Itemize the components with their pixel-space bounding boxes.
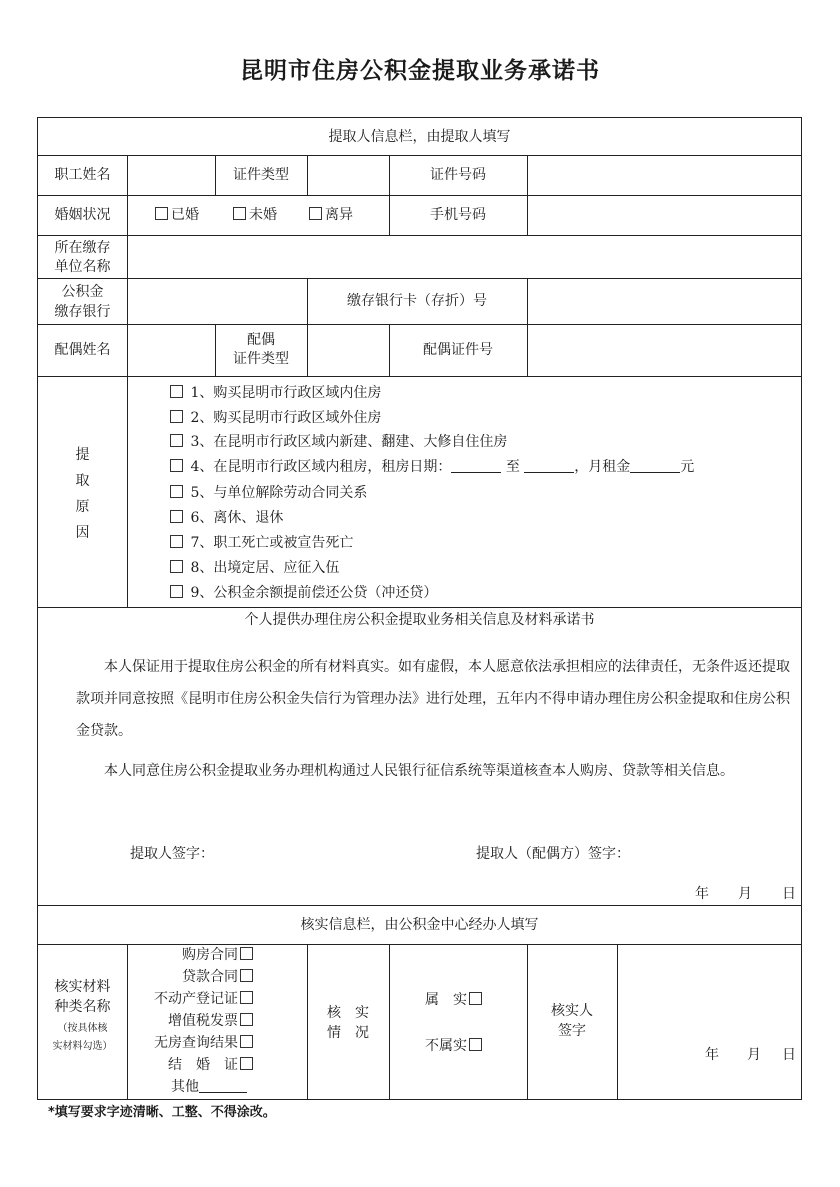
- signature-label: 提取人签字：: [130, 846, 214, 862]
- checkbox-icon[interactable]: [170, 485, 183, 498]
- bank-label-line1: 公积金: [61, 284, 104, 300]
- material-other[interactable]: 其他: [171, 1078, 247, 1096]
- checkbox-icon[interactable]: [469, 1038, 482, 1051]
- material-item[interactable]: 无房查询结果: [127, 1034, 253, 1052]
- promise-paragraph-2: 本人同意住房公积金提取业务办理机构通过人民银行征信系统等渠道核查本人购房、贷款等相关信息。: [104, 763, 734, 779]
- spouse-name-label: 配偶姓名: [54, 342, 111, 358]
- reason-label-char: 原: [75, 499, 90, 515]
- date-month: 月: [738, 886, 752, 902]
- promise-paragraph-1: 本人保证用于提取住房公积金的所有材料真实。如有虚假，本人愿意依法承担相应的法律责任，无条件返还提取款项并同意按照《昆明市住房公积金失信行为管理办法》进行处理，五年内不得申请办理住房公积金提取和住房公积金贷款。: [76, 659, 790, 739]
- marital-option-divorced[interactable]: 离异: [309, 206, 353, 224]
- status-true[interactable]: 属 实: [425, 991, 482, 1009]
- material-other-blank[interactable]: [199, 1078, 247, 1093]
- id-number-field[interactable]: [527, 156, 801, 194]
- phone-field[interactable]: [527, 196, 801, 234]
- checkbox-icon[interactable]: [170, 434, 183, 447]
- checkbox-icon[interactable]: [170, 560, 183, 573]
- reason-item[interactable]: 5、与单位解除劳动合同关系: [170, 484, 367, 502]
- marital-option-married[interactable]: 已婚: [155, 206, 199, 224]
- checkbox-icon[interactable]: [240, 1035, 253, 1048]
- spouse-idtype-label-line1: 配偶: [247, 332, 275, 348]
- checkbox-icon[interactable]: [240, 1057, 253, 1070]
- id-type-label: 证件类型: [233, 167, 289, 183]
- bank-field[interactable]: [127, 279, 307, 323]
- material-item[interactable]: 贷款合同: [127, 968, 253, 986]
- verify-header: 核实信息栏，由公积金中心经办人填写: [300, 917, 539, 933]
- card-number-field[interactable]: [527, 279, 801, 323]
- signer-label-line2: 签字: [558, 1023, 586, 1039]
- checkbox-icon[interactable]: [170, 385, 183, 398]
- checkbox-icon[interactable]: [170, 535, 183, 548]
- checkbox-icon[interactable]: [155, 207, 168, 220]
- reason-item[interactable]: 7、职工死亡或被宣告死亡: [170, 534, 353, 552]
- spouse-signature-label: 提取人（配偶方）签字：: [476, 846, 630, 862]
- rent-start-blank[interactable]: [451, 458, 501, 473]
- verify-label-line1: 核实材料: [54, 979, 111, 995]
- section1-header: 提取人信息栏，由提取人填写: [328, 129, 511, 145]
- reason-label-char: 提: [75, 447, 90, 463]
- employer-label-line1: 所在缴存: [54, 240, 111, 256]
- checkbox-icon[interactable]: [240, 947, 253, 960]
- reason-label-char: 取: [75, 473, 90, 489]
- name-field[interactable]: [127, 156, 215, 194]
- checkbox-icon[interactable]: [233, 207, 246, 220]
- reason-item[interactable]: 4、在昆明市行政区域内租房，租房日期： 至 ，月租金 元: [170, 458, 694, 476]
- reason-item[interactable]: 8、出境定居、应征入伍: [170, 559, 339, 577]
- checkbox-icon[interactable]: [170, 585, 183, 598]
- id-number-label: 证件号码: [430, 167, 486, 183]
- footnote: *填写要求字迹清晰、工整、不得涂改。: [48, 1105, 276, 1120]
- reason-item[interactable]: 2、购买昆明市行政区域外住房: [170, 409, 381, 427]
- spouse-id-field[interactable]: [527, 325, 801, 375]
- date-day: 日: [782, 886, 796, 902]
- status-label-line1: 核 实: [327, 1005, 369, 1021]
- bank-label-line2: 缴存银行: [54, 304, 111, 320]
- marital-label: 婚姻状况: [54, 207, 111, 223]
- verify-label-line3: （按具体核: [57, 1023, 108, 1034]
- spouse-name-field[interactable]: [127, 325, 215, 375]
- checkbox-icon[interactable]: [170, 410, 183, 423]
- material-item[interactable]: 结 婚 证: [127, 1056, 253, 1074]
- checkbox-icon[interactable]: [170, 510, 183, 523]
- spouse-idtype-field[interactable]: [307, 325, 389, 375]
- signer-signature-field[interactable]: [618, 945, 800, 1099]
- material-item[interactable]: 购房合同: [127, 946, 253, 964]
- reason-label-char: 因: [75, 525, 90, 541]
- material-item[interactable]: 增值税发票: [127, 1012, 253, 1030]
- employer-label-line2: 单位名称: [54, 259, 111, 275]
- date-year: 年: [695, 886, 709, 902]
- reason-item[interactable]: 6、离休、退休: [170, 509, 283, 527]
- spouse-idtype-label-line2: 证件类型: [233, 351, 289, 367]
- id-type-field[interactable]: [307, 156, 389, 194]
- phone-label: 手机号码: [430, 207, 486, 223]
- verify-date-month: 月: [747, 1047, 761, 1063]
- marital-option-single[interactable]: 未婚: [233, 206, 277, 224]
- checkbox-icon[interactable]: [240, 991, 253, 1004]
- rent-end-blank[interactable]: [524, 458, 574, 473]
- reason-item[interactable]: 3、在昆明市行政区域内新建、翻建、大修自住住房: [170, 433, 507, 451]
- material-item[interactable]: 不动产登记证: [127, 990, 253, 1008]
- reason-item[interactable]: 9、公积金余额提前偿还公贷（冲还贷）: [170, 584, 437, 602]
- verify-label-line2: 种类名称: [54, 999, 111, 1015]
- checkbox-icon[interactable]: [469, 992, 482, 1005]
- status-label-line2: 情 况: [327, 1025, 369, 1041]
- checkbox-icon[interactable]: [240, 969, 253, 982]
- page-title: 昆明市住房公积金提取业务承诺书: [240, 58, 600, 84]
- rent-amount-blank[interactable]: [630, 458, 680, 473]
- checkbox-icon[interactable]: [240, 1013, 253, 1026]
- checkbox-icon[interactable]: [309, 207, 322, 220]
- checkbox-icon[interactable]: [170, 459, 183, 472]
- employer-field[interactable]: [127, 236, 801, 277]
- status-false[interactable]: 不属实: [425, 1037, 482, 1055]
- verify-date-day: 日: [782, 1047, 796, 1063]
- signer-label-line1: 核实人: [551, 1003, 593, 1019]
- reason-item[interactable]: 1、购买昆明市行政区域内住房: [170, 384, 381, 402]
- name-label: 职工姓名: [54, 167, 111, 183]
- verify-label-line4: 实材料勾选）: [52, 1041, 113, 1052]
- card-number-label: 缴存银行卡（存折）号: [347, 293, 487, 309]
- verify-date-year: 年: [705, 1047, 719, 1063]
- application-form: [37, 117, 802, 1100]
- promise-title: 个人提供办理住房公积金提取业务相关信息及材料承诺书: [244, 612, 595, 628]
- spouse-id-label: 配偶证件号: [423, 342, 493, 358]
